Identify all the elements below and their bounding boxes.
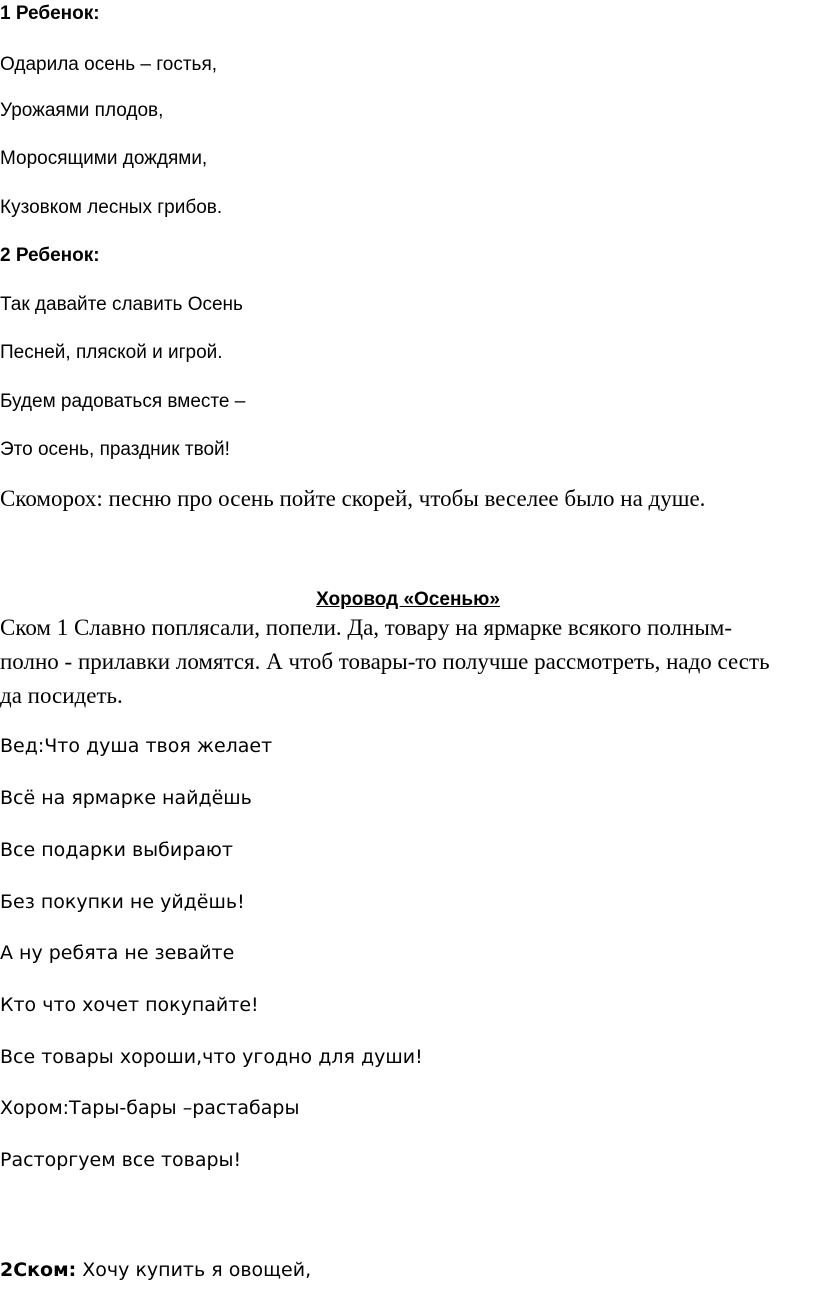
ved-line: А ну ребята не зевайте [0,942,235,964]
speaker-child-2: 2 Ребенок: [0,245,100,266]
skomorokh-line: Скоморох: песню про осень пойте скорей, чтобы веселее было на душе. [0,486,706,511]
skom1-line: полно - прилавки ломятся. А чтоб товары-то получше рассмотреть, надо сесть [0,649,770,674]
verse-line: Кузовком лесных грибов. [0,197,223,218]
skom1-line: да посидеть. [0,683,123,708]
ved-line: Вед:Что душа твоя желает [0,735,273,757]
verse-line: Будем радоваться вместе – [0,391,246,412]
speaker-child-1: 1 Ребенок: [0,3,100,24]
chorus-line: Расторгуем все товары! [0,1149,242,1171]
skom2-line [0,1261,311,1280]
verse-line: Это осень, праздник твой! [0,439,230,460]
verse-line: Одарила осень – гостья, [0,54,218,75]
skom1-line: Ском 1 Славно поплясали, попели. Да, товару на ярмарке всякого полным- [0,615,732,640]
skom2-text: Хочу купить я овощей, [76,1259,312,1281]
khorovod-title: Хоровод «Осенью» [316,589,500,610]
ved-line: Все подарки выбирают [0,839,233,861]
ved-line: Все товары хороши,что угодно для души! [0,1046,423,1068]
verse-line: Так давайте славить Осень [0,294,243,315]
ved-line: Без покупки не уйдёшь! [0,891,245,913]
chorus-line: Хором:Тары-бары –растабары [0,1097,300,1119]
verse-line: Моросящими дождями, [0,148,208,169]
verse-line: Урожаями плодов, [0,100,164,121]
speaker-skom-2: 2Ском: [0,1259,77,1281]
ved-line: Всё на ярмарке найдёшь [0,787,252,809]
ved-line: Кто что хочет покупайте! [0,994,259,1016]
verse-line: Песней, пляской и игрой. [0,342,223,363]
